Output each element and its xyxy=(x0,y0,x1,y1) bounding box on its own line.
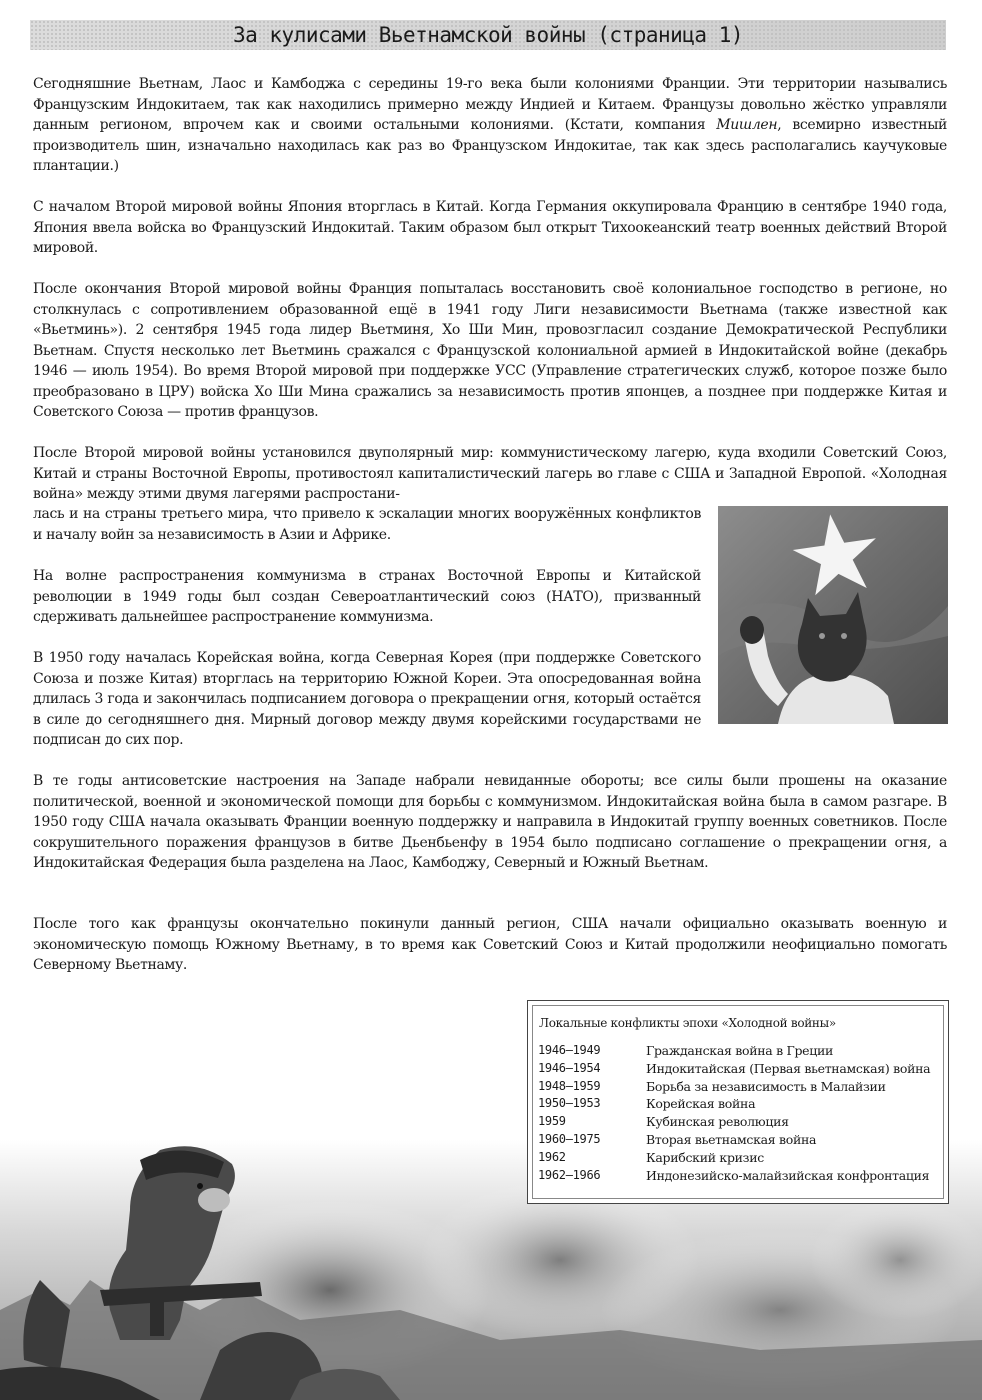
p1-text-a: Сегодняшние Вьетнам, Лаос и Камбоджа с середины 19-го века были колониями Франции. Эти территории назывались Французским Индокитаем, так как находились примерно между Индией и Китаем. Французы довольно жёстко управляли данным регионом, впрочем как и своими остальными колониями. (Кстати, компания xyxy=(33,76,947,133)
conflict-years: 1962–1966 xyxy=(538,1167,601,1182)
p2-text: С началом Второй мировой войны Япония вторглась в Китай. Когда Германия оккупировала Францию в сентябре 1940 года, Япония ввела войска во Французский Индокитай. Таким образом был открыт Тихоокеанский театр военных действий Второй мировой. xyxy=(33,199,947,256)
paragraph-7 xyxy=(33,771,947,874)
p1-emphasis: Мишлен xyxy=(716,117,778,133)
conflict-years: 1946–1949 xyxy=(538,1043,601,1057)
p6-text: В 1950 году началась Корейская война, когда Северная Корея (при поддержке Советского Союза и позже Китая) вторглась на территорию Южной Кореи. Эта опосредованная война длилась 3 года и закончилась подписанием договора о прекращении огня, который остаётся в силе до сегодняшнего дня. Мирный договор между двумя корейскими государствами не подписан до сих пор. xyxy=(33,650,701,748)
conflict-event: Индонезийско-малайзийская конфронтация xyxy=(646,1167,930,1183)
star-fist-illustration xyxy=(718,506,948,724)
p1-text-b: , всемирно известный производитель шин, изначально находилась как раз во Французском Индокитае, так как здесь располагались каучуковые плантации.) xyxy=(33,117,947,174)
conflict-event: Борьба за независимость в Малайзии xyxy=(646,1078,886,1094)
conflict-years: 1948–1959 xyxy=(538,1078,601,1093)
conflict-years: 1962 xyxy=(538,1149,566,1164)
conflict-event: Карибский кризис xyxy=(646,1149,764,1165)
conflict-event: Корейская война xyxy=(646,1096,756,1112)
conflict-event: Индокитайская (Первая вьетнамская) война xyxy=(646,1060,931,1076)
page-header xyxy=(30,20,946,50)
paragraph-4-lead xyxy=(33,443,947,505)
paragraph-3 xyxy=(33,279,947,423)
star-fist-drawing xyxy=(718,506,948,724)
conflicts-list xyxy=(538,1042,939,1184)
list-item xyxy=(538,1149,939,1167)
conflict-years: 1960–1975 xyxy=(538,1131,601,1146)
conflict-years: 1959 xyxy=(538,1114,566,1129)
p4-rest-text: лась и на страны третьего мира, что привело к эскалации многих вооружённых конфликтов и началу войн за независимость в Азии и Африке. xyxy=(33,506,701,543)
list-item xyxy=(538,1078,939,1096)
list-item xyxy=(538,1167,939,1185)
paragraph-1 xyxy=(33,74,947,177)
conflict-event: Гражданская война в Греции xyxy=(646,1043,834,1058)
list-item xyxy=(538,1095,939,1113)
conflicts-box-frame xyxy=(532,1005,944,1199)
p5-text: На волне распространения коммунизма в странах Восточной Европы и Китайской революции в 1949 годы был создан Североатлантический союз (НАТО), призванный сдерживать дальнейшее распространение коммунизма. xyxy=(33,568,701,625)
conflict-years: 1946–1954 xyxy=(538,1060,601,1075)
p8-text: После того как французы окончательно покинули данный регион, США начали официально оказывать военную и экономическую помощь Южному Вьетнаму, в то время как Советский Союз и Китай продолжили неофициально помогать Северному Вьетнаму. xyxy=(33,916,947,973)
list-item xyxy=(538,1131,939,1149)
conflicts-box-title: Локальные конфликты эпохи «Холодной войны» xyxy=(539,1016,836,1030)
conflict-event: Кубинская революция xyxy=(646,1114,789,1130)
list-item xyxy=(538,1042,939,1060)
paragraph-4-rest xyxy=(33,504,701,545)
page-title: За кулисами Вьетнамской войны (страница 1) xyxy=(232,23,743,47)
paragraph-5 xyxy=(33,566,701,628)
conflict-event: Вторая вьетнамская война xyxy=(646,1131,817,1147)
conflicts-box xyxy=(527,1000,949,1204)
paragraph-2 xyxy=(33,197,947,259)
paragraph-6 xyxy=(33,648,701,751)
paragraph-8 xyxy=(33,914,947,976)
p4-lead-text: После Второй мировой войны установился двуполярный мир: коммунистическому лагерю, куда входили Советский Союз, Китай и страны Восточной Европы, противостоял капиталистический лагерь во главе с США и Западной Европой. «Холодная война» между этими двумя лагерями распростани- xyxy=(33,445,947,502)
list-item xyxy=(538,1060,939,1078)
list-item xyxy=(538,1113,939,1131)
p3-text: После окончания Второй мировой войны Франция попыталась восстановить своё колониальное господство в регионе, но столкнулась с сопротивлением образованной ещё в 1941 году Лиги независимости Вьетнама (также известной как «Вьетминь»). 2 сентября 1945 года лидер Вьетминя, Хо Ши Мин, провозгласил создание Демократической Республики Вьетнам. Спустя несколько лет Вьетминь сражался с Французской колониальной армией в Индокитайской войне (декабрь 1946 — июль 1954). Во время Второй мировой при поддержке УСС (Управление стратегических служб, которое позже было преобразовано в ЦРУ) войска Хо Ши Мина сражались за независимость против японцев, а позднее при поддержке Китая и Советского Союза — против французов. xyxy=(33,281,947,420)
conflict-years: 1950–1953 xyxy=(538,1096,601,1111)
p7-text: В те годы антисоветские настроения на Западе набрали невиданные обороты; все силы были прошены на оказание политической, военной и экономической помощи для борьбы с коммунизмом. Индокитайская война была в самом разгаре. В 1950 году США начала оказывать Франции военную поддержку и направила в Индокитай группу военных советников. После сокрушительного поражения французов в битве Дьенбьенфу в 1954 было подписано соглашение о прекращении огня, а Индокитайская Федерация была разделена на Лаос, Камбоджу, Северный и Южный Вьетнам. xyxy=(33,773,947,871)
